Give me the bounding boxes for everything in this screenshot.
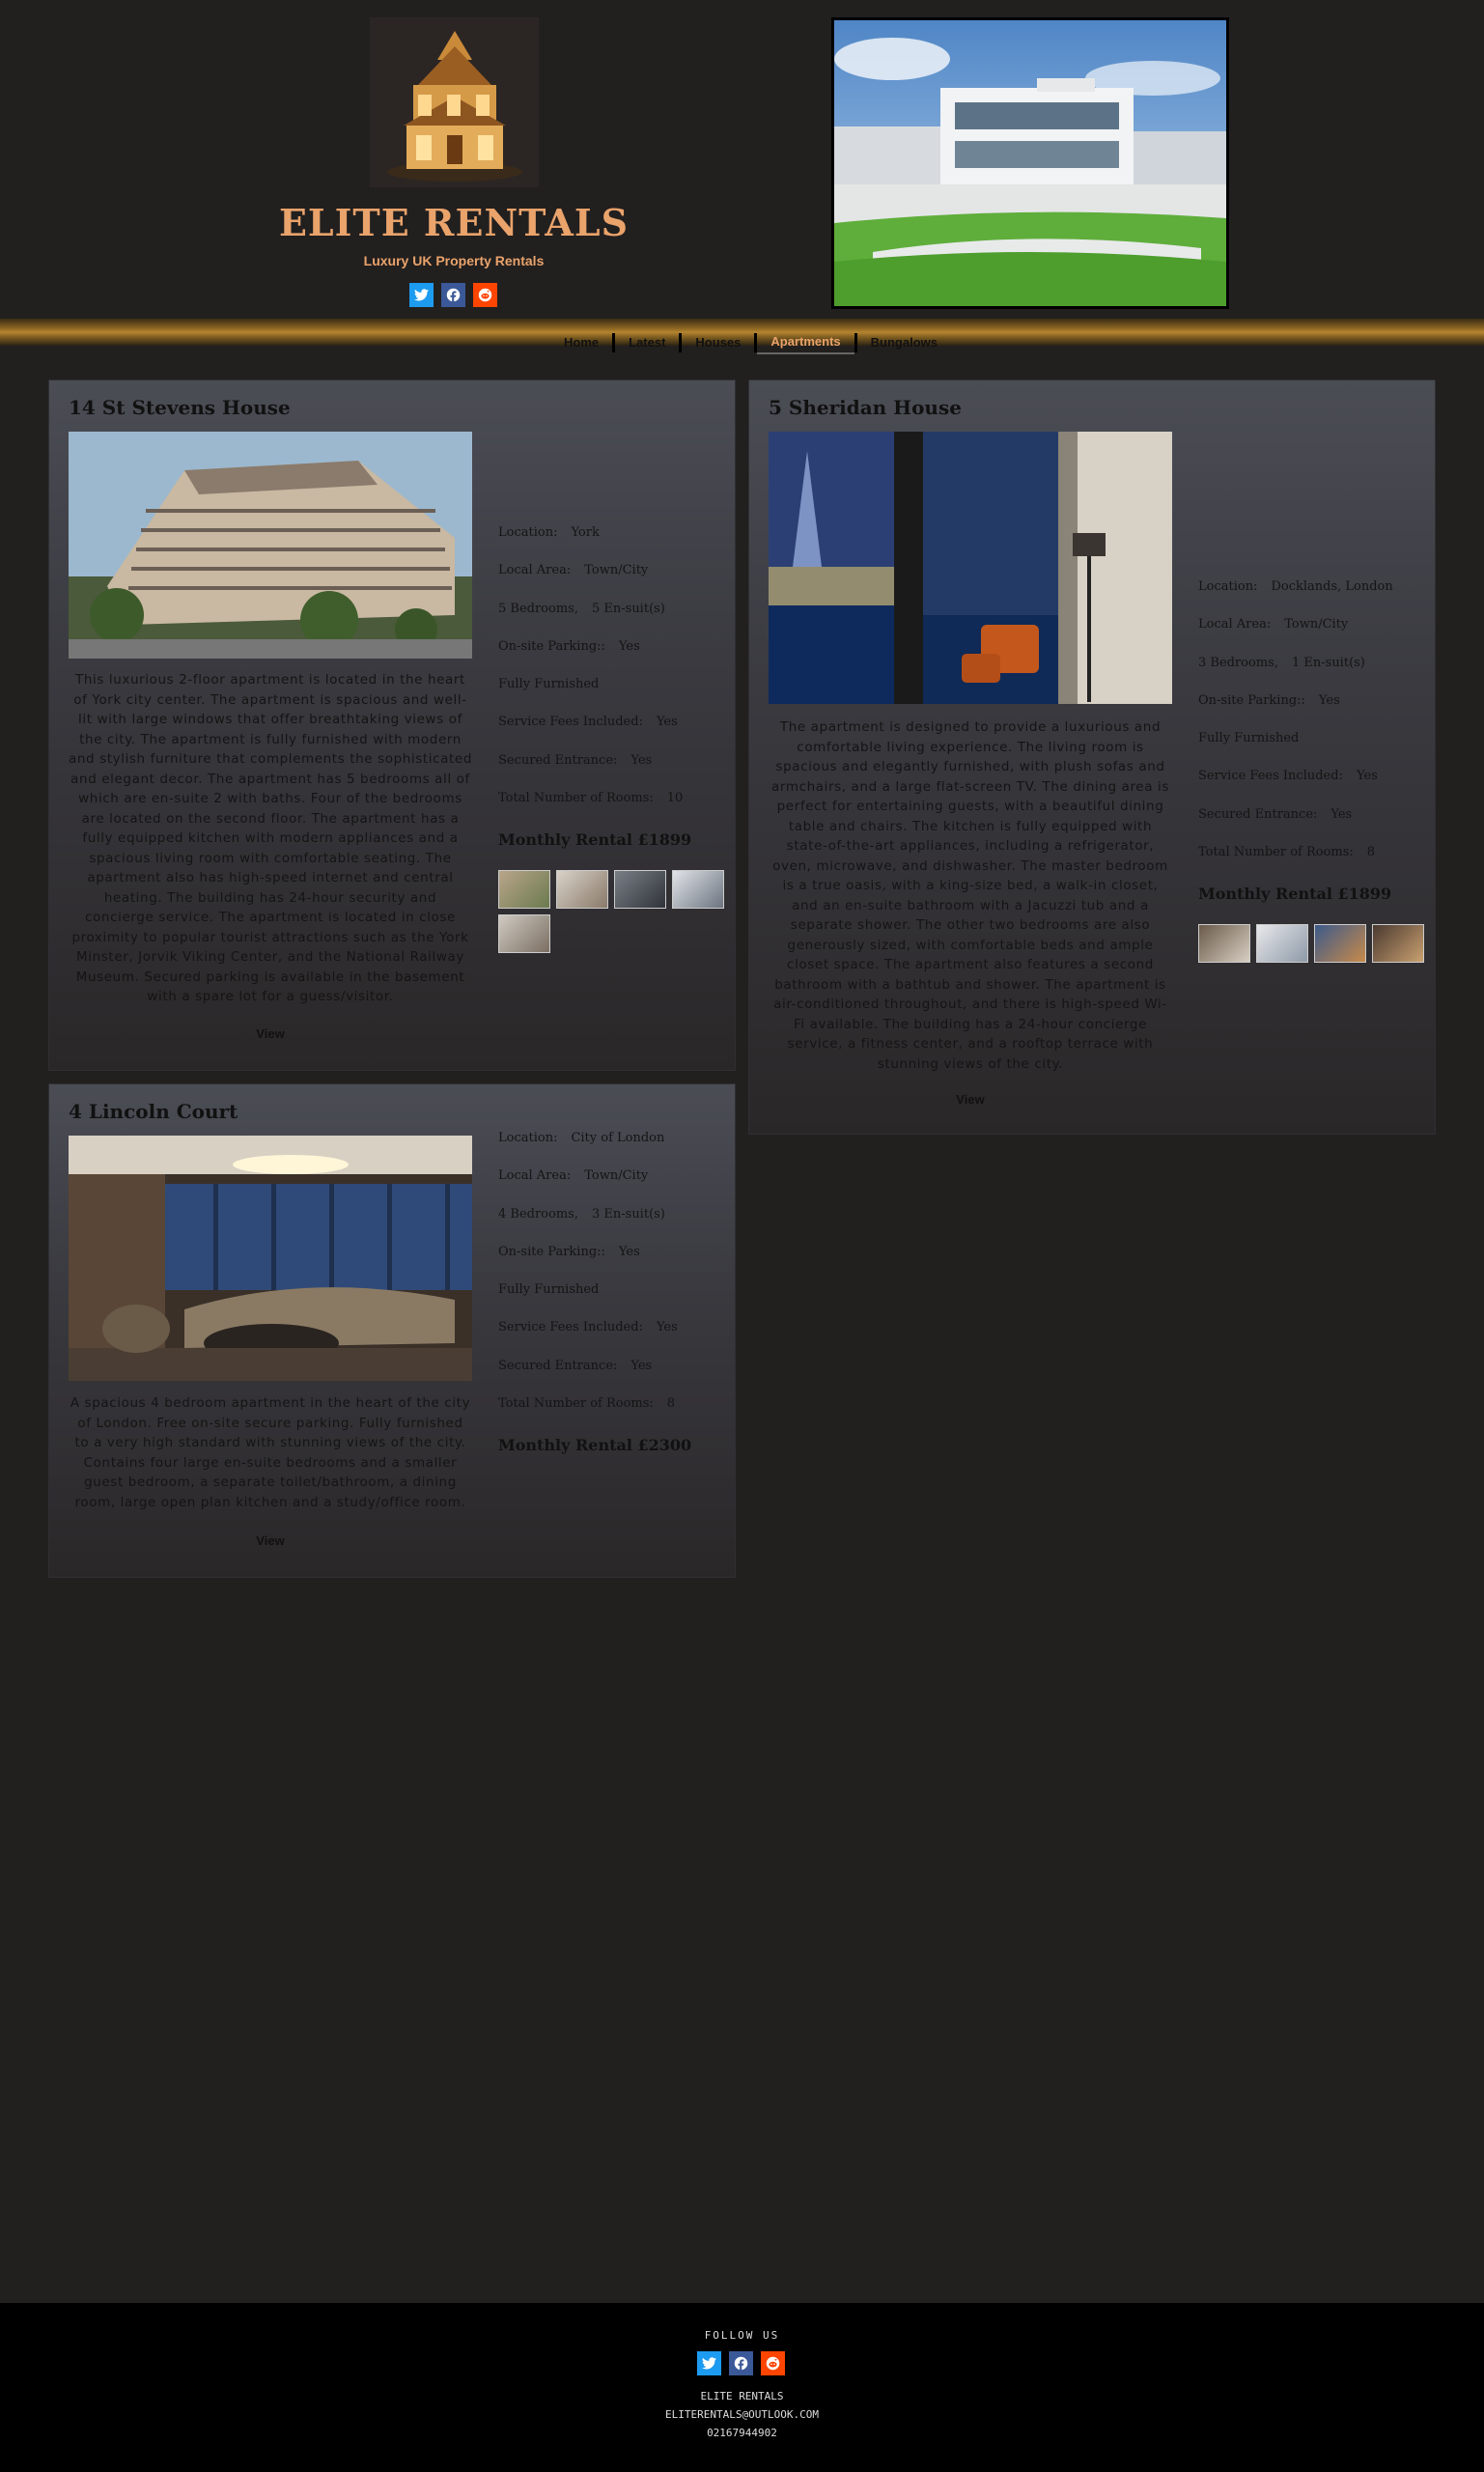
footer-social-links: [697, 2351, 785, 2375]
fact-secured-entrance: Secured Entrance: Yes: [498, 752, 653, 768]
hero-house-image: [831, 17, 1229, 309]
nav-home[interactable]: Home: [564, 335, 600, 350]
nav-apartments[interactable]: Apartments: [757, 331, 854, 354]
main-nav: [550, 330, 951, 355]
reddit-icon[interactable]: [473, 283, 497, 307]
fact-total-rooms: Total Number of Rooms: 8: [1198, 845, 1376, 860]
property-description: A spacious 4 bedroom apartment in the heart of the city of London. Free on-site secure parking. Fully furnished to a very high standard with stunning views of the city. Contains four large en-suite bedrooms and a smaller guest bedroom, a separate toilet/bathroom, a dining room, large open plan kitchen and a study/office room.: [70, 1395, 471, 1510]
fact-bedrooms: 4 Bedrooms, 3 En-suit(s): [498, 1206, 665, 1222]
fact-service-fees: Service Fees Included: Yes: [498, 1320, 678, 1335]
thumbnail-gallery: [1198, 924, 1430, 963]
logo-house-image: [370, 17, 539, 187]
twitter-icon[interactable]: [409, 283, 434, 307]
fact-location: Location: York: [498, 525, 600, 540]
header-social-links: [409, 283, 497, 307]
fact-secured-entrance: Secured Entrance: Yes: [1198, 806, 1353, 822]
fact-location: Location: City of London: [498, 1131, 665, 1145]
property-photo[interactable]: [769, 432, 1172, 704]
fact-bedrooms: 5 Bedrooms, 5 En-suit(s): [498, 601, 665, 616]
thumbnail-gallery: [498, 870, 730, 953]
property-description: This luxurious 2-floor apartment is located in the heart of York city center. The apartment is spacious and well-lit with large windows that offer breathtaking views of the city. The apartment is fully furnished with modern and stylish furniture that complements the sophisticated and elegant decor. The apartment has 5 bedrooms all of which are en-suite 2 with baths. Four of the bedrooms are located on the second floor. The apartment has a fully equipped kitchen with modern appliances and a spacious living room with comfortable seating. The apartment also has high-speed internet and central heating. The building has 24-hour security and concierge service. The apartment is located in close proximity to popular tourist attractions such as the York Minster, Jorvik Viking Center, and the National Railway Museum. Secured parking is available in the basement with a spare lot for a guess/visitor.: [69, 672, 472, 1004]
fact-local-area: Local Area: Town/City: [498, 1168, 649, 1184]
fact-secured-entrance: Secured Entrance: Yes: [498, 1358, 653, 1373]
monthly-rental: Monthly Rental £1899: [498, 830, 692, 850]
property-photo[interactable]: [69, 1136, 472, 1381]
fact-parking: On-site Parking:: Yes: [1198, 692, 1340, 708]
gallery-thumbnail[interactable]: [614, 870, 666, 909]
property-card: [48, 379, 736, 1071]
footer-brand: ELITE RENTALS: [700, 2390, 784, 2402]
view-button[interactable]: View: [956, 1092, 985, 1107]
view-button[interactable]: View: [256, 1533, 285, 1548]
property-description: The apartment is designed to provide a luxurious and comfortable living experience. The living room is spacious and elegantly furnished, with plush sofas and armchairs, and a large flat-screen TV. The dining area is perfect for entertaining guests, with a beautiful dining table and chairs. The kitchen is fully equipped with state-of-the-art appliances, including a refrigerator, oven, microwave, and dishwasher. The master bedroom is a true oasis, with a king-size bed, a walk-in closet, and an en-suite bathroom with a Jacuzzi tub and a separate shower. The other two bedrooms are also generously sized, with comfortable beds and ample closet space. The apartment also features a second bathroom with a bathtub and shower. The apartment is air-conditioned throughout, and there is high-speed Wi-Fi available. The building has a 24-hour concierge service, a fitness center, and a rooftop terrace with stunning views of the city.: [771, 719, 1169, 1072]
reddit-icon[interactable]: [761, 2351, 785, 2375]
nav-houses[interactable]: Houses: [695, 335, 742, 350]
monthly-rental: Monthly Rental £1899: [1198, 885, 1392, 904]
twitter-icon[interactable]: [697, 2351, 721, 2375]
gallery-thumbnail[interactable]: [1314, 924, 1366, 963]
brand-tagline: Luxury UK Property Rentals: [363, 253, 545, 268]
property-title: 4 Lincoln Court: [69, 1100, 238, 1123]
property-title: 14 St Stevens House: [69, 396, 291, 419]
footer-phone: 02167944902: [707, 2427, 777, 2439]
fact-local-area: Local Area: Town/City: [1198, 617, 1349, 632]
fact-parking: On-site Parking:: Yes: [498, 1244, 640, 1259]
gallery-thumbnail[interactable]: [672, 870, 724, 909]
fact-furnished: Fully Furnished: [1198, 731, 1300, 746]
property-facts: [498, 525, 730, 953]
facebook-icon[interactable]: [729, 2351, 753, 2375]
gallery-thumbnail[interactable]: [498, 914, 550, 953]
nav-bungalows[interactable]: Bungalows: [870, 335, 938, 350]
nav-latest[interactable]: Latest: [629, 335, 666, 350]
fact-furnished: Fully Furnished: [498, 677, 600, 692]
facebook-icon[interactable]: [441, 283, 465, 307]
site-footer: [0, 2303, 1484, 2472]
property-card: [48, 1083, 736, 1578]
fact-location: Location: Docklands, London: [1198, 579, 1393, 594]
fact-parking: On-site Parking:: Yes: [498, 638, 640, 654]
gallery-thumbnail[interactable]: [1372, 924, 1424, 963]
view-button[interactable]: View: [256, 1026, 285, 1041]
fact-total-rooms: Total Number of Rooms: 8: [498, 1396, 676, 1412]
footer-email[interactable]: ELITERENTALS@OUTLOOK.COM: [665, 2408, 819, 2421]
monthly-rental: Monthly Rental £2300: [498, 1436, 692, 1455]
property-card: [748, 379, 1436, 1135]
fact-bedrooms: 3 Bedrooms, 1 En-suit(s): [1198, 655, 1365, 670]
site-header: [0, 0, 1484, 319]
property-facts: [1198, 579, 1430, 963]
fact-total-rooms: Total Number of Rooms: 10: [498, 791, 684, 806]
fact-service-fees: Service Fees Included: Yes: [498, 715, 678, 730]
property-facts: [498, 1131, 691, 1454]
gallery-thumbnail[interactable]: [1256, 924, 1308, 963]
gallery-thumbnail[interactable]: [498, 870, 550, 909]
brand-title: ELITE RENTALS: [278, 201, 630, 244]
fact-furnished: Fully Furnished: [498, 1282, 600, 1298]
property-photo[interactable]: [69, 432, 472, 659]
property-title: 5 Sheridan House: [769, 396, 962, 419]
gallery-thumbnail[interactable]: [556, 870, 608, 909]
gallery-thumbnail[interactable]: [1198, 924, 1250, 963]
follow-us-label: FOLLOW US: [704, 2329, 780, 2342]
fact-local-area: Local Area: Town/City: [498, 563, 649, 578]
fact-service-fees: Service Fees Included: Yes: [1198, 769, 1378, 784]
